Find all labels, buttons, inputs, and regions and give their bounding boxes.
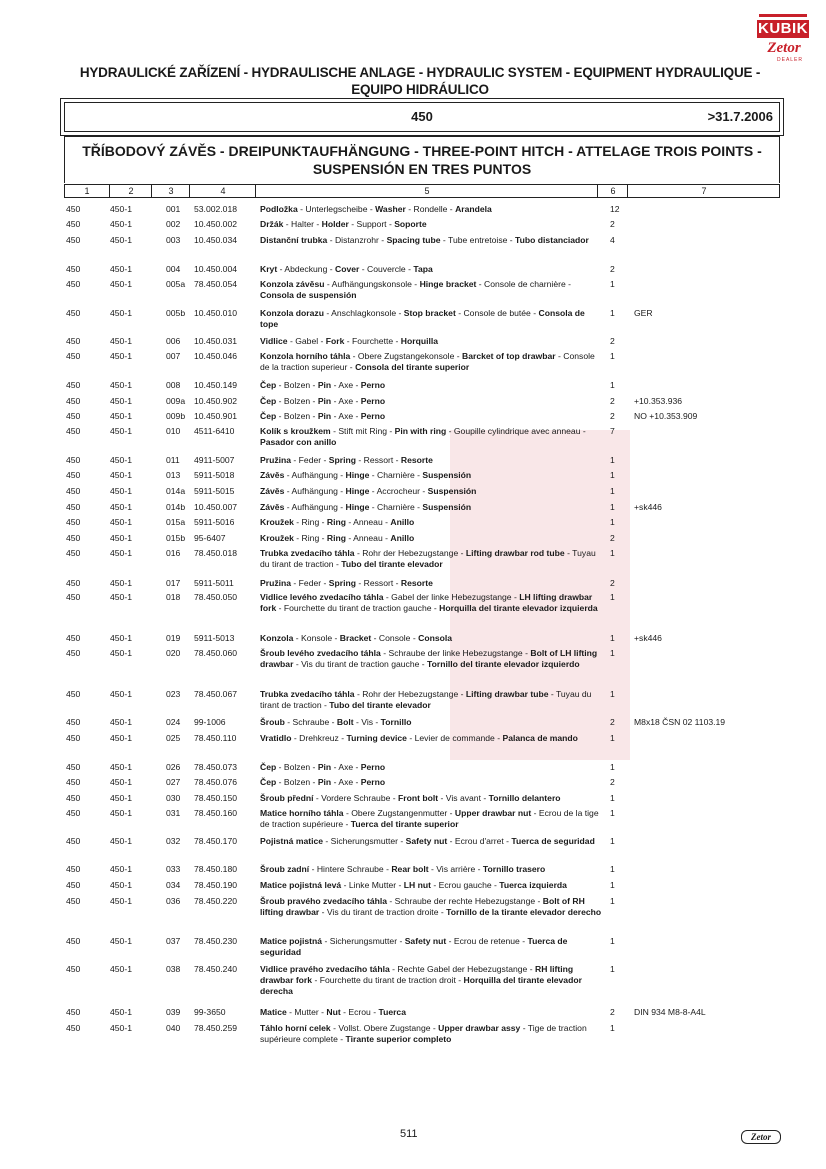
row-description: Vidlice levého zvedacího táhla - Gabel der linke Hebezugstange - LH lifting drawbar fork - Fourchette du tirant de traction gauche - Horquilla del tirante elevador izquierda: [260, 592, 598, 614]
row-group: 450-1: [110, 762, 132, 772]
row-part-number: 10.450.002: [194, 219, 238, 229]
row-group: 450-1: [110, 880, 132, 890]
row-part-number: 78.450.220: [194, 896, 238, 906]
row-part-number: 10.450.149: [194, 380, 238, 390]
row-description: Matice pojistná - Sicherungsmutter - Safety nut - Ecrou de retenue - Tuerca de seguridad: [260, 936, 568, 958]
row-model: 450: [66, 633, 81, 643]
row-model: 450: [66, 396, 81, 406]
row-model: 450: [66, 836, 81, 846]
row-description: Pružina - Feder - Spring - Ressort - Resorte: [260, 455, 433, 465]
row-position: 025: [166, 733, 181, 743]
row-model: 450: [66, 235, 81, 245]
row-position: 004: [166, 264, 181, 274]
row-note: GER: [634, 308, 653, 318]
column-header: 6: [597, 185, 628, 197]
row-description: Konzola horního táhla - Obere Zugstangekonsole - Barcket of top drawbar - Console de la traction superieur - Consola del tirante superior: [260, 351, 595, 373]
row-description: Čep - Bolzen - Pin - Axe - Perno: [260, 762, 386, 772]
row-note: +sk446: [634, 502, 662, 512]
row-group: 450-1: [110, 777, 132, 787]
row-quantity: 2: [610, 1007, 615, 1017]
row-description: Šroub levého zvedacího táhla - Schraube der linke Hebezugstange - Bolt of LH lifting drawbar - Vis du tirant de traction gauche - Tornillo del tirante elevador izquierdo: [260, 648, 598, 670]
row-note: +sk446: [634, 633, 662, 643]
row-group: 450-1: [110, 578, 132, 588]
row-model: 450: [66, 964, 81, 974]
row-quantity: 1: [610, 548, 615, 558]
row-position: 014b: [166, 502, 186, 512]
row-group: 450-1: [110, 351, 132, 361]
row-quantity: 2: [610, 717, 615, 727]
row-part-number: 95-6407: [194, 533, 226, 543]
row-quantity: 1: [610, 936, 615, 946]
row-quantity: 1: [610, 836, 615, 846]
row-description: Distanční trubka - Distanzrohr - Spacing tube - Tube entretoise - Tubo distanciador: [260, 235, 589, 245]
row-part-number: 78.450.050: [194, 592, 238, 602]
row-group: 450-1: [110, 896, 132, 906]
row-part-number: 10.450.031: [194, 336, 238, 346]
row-group: 450-1: [110, 964, 132, 974]
row-description: Matice - Mutter - Nut - Ecrou - Tuerca: [260, 1007, 406, 1017]
row-quantity: 1: [610, 592, 615, 602]
row-part-number: 5911-5018: [194, 470, 235, 480]
row-part-number: 78.450.259: [194, 1023, 238, 1033]
row-quantity: 1: [610, 279, 615, 289]
logo-kubik-text: KUBIK: [758, 20, 808, 37]
row-note: DIN 934 M8-8-A4L: [634, 1007, 706, 1017]
row-model: 450: [66, 1007, 81, 1017]
row-description: Matice horního táhla - Obere Zugstangenmutter - Upper drawbar nut - Ecrou de la tige de traction supérieure - Tuerca del tirante superior: [260, 808, 599, 830]
row-model: 450: [66, 793, 81, 803]
row-part-number: 78.450.110: [194, 733, 237, 743]
row-model: 450: [66, 592, 81, 602]
section-title: TŘÍBODOVÝ ZÁVĚS - DREIPUNKTAUFHÄNGUNG - THREE-POINT HITCH - ATTELAGE TROIS POINTS - SUSPENSIÓN EN TRES PUNTOS: [82, 143, 762, 177]
row-part-number: 5911-5016: [194, 517, 235, 527]
row-quantity: 1: [610, 808, 615, 818]
row-group: 450-1: [110, 793, 132, 803]
row-quantity: 1: [610, 880, 615, 890]
row-model: 450: [66, 455, 81, 465]
row-part-number: 78.450.076: [194, 777, 238, 787]
row-position: 011: [166, 455, 180, 465]
row-model: 450: [66, 762, 81, 772]
row-quantity: 7: [610, 426, 615, 436]
row-model: 450: [66, 219, 81, 229]
row-group: 450-1: [110, 455, 132, 465]
row-model: 450: [66, 470, 81, 480]
row-model: 450: [66, 533, 81, 543]
row-group: 450-1: [110, 864, 132, 874]
row-part-number: 10.450.004: [194, 264, 238, 274]
row-position: 005a: [166, 279, 186, 289]
row-group: 450-1: [110, 279, 132, 289]
row-quantity: 1: [610, 633, 615, 643]
row-model: 450: [66, 936, 81, 946]
row-position: 040: [166, 1023, 181, 1033]
row-position: 002: [166, 219, 181, 229]
row-position: 015b: [166, 533, 186, 543]
row-description: Trubka zvedacího táhla - Rohr der Hebezugstange - Lifting drawbar tube - Tuyau du tirant de traction - Tubo del tirante elevador: [260, 689, 592, 711]
row-model: 450: [66, 880, 81, 890]
row-group: 450-1: [110, 308, 132, 318]
row-part-number: 10.450.901: [194, 411, 238, 421]
row-model: 450: [66, 517, 81, 527]
row-position: 014a: [166, 486, 186, 496]
row-position: 019: [166, 633, 181, 643]
row-position: 032: [166, 836, 181, 846]
row-quantity: 2: [610, 578, 615, 588]
row-position: 010: [166, 426, 181, 436]
row-quantity: 1: [610, 351, 615, 361]
row-part-number: 78.450.180: [194, 864, 238, 874]
row-model: 450: [66, 308, 81, 318]
row-quantity: 1: [610, 964, 615, 974]
row-model: 450: [66, 279, 81, 289]
row-group: 450-1: [110, 380, 132, 390]
row-model: 450: [66, 1023, 81, 1033]
row-part-number: 78.450.240: [194, 964, 238, 974]
page-title: HYDRAULICKÉ ZAŘÍZENÍ - HYDRAULISCHE ANLAGE - HYDRAULIC SYSTEM - EQUIPMENT HYDRAULIQUE - EQUIPO HIDRÁULICO: [79, 65, 761, 97]
column-header: 5: [255, 185, 598, 197]
row-part-number: 5911-5011: [194, 578, 234, 588]
row-group: 450-1: [110, 470, 132, 480]
row-part-number: 78.450.230: [194, 936, 238, 946]
column-header: 4: [189, 185, 256, 197]
row-part-number: 78.450.150: [194, 793, 238, 803]
row-part-number: 78.450.190: [194, 880, 238, 890]
logo-zetor-text: Zetor: [767, 40, 801, 56]
row-quantity: 1: [610, 486, 615, 496]
row-part-number: 78.450.018: [194, 548, 238, 558]
row-part-number: 5911-5013: [194, 633, 235, 643]
row-part-number: 99-3650: [194, 1007, 226, 1017]
row-description: Vidlice pravého zvedacího táhla - Rechte Gabel der Hebezugstange - RH lifting drawbar fork - Fourchette du tirant de traction droit - Horquilla del tirante elevador derecha: [260, 964, 582, 997]
row-description: Držák - Halter - Holder - Support - Soporte: [260, 219, 427, 229]
row-description: Konzola dorazu - Anschlagkonsole - Stop bracket - Console de butée - Consola de tope: [260, 308, 585, 330]
row-position: 005b: [166, 308, 186, 318]
row-quantity: 2: [610, 264, 615, 274]
row-part-number: 78.450.054: [194, 279, 238, 289]
section-header: [64, 136, 780, 183]
row-description: Trubka zvedacího táhla - Rohr der Hebezugstange - Lifting drawbar rod tube - Tuyau du tirant de traction - Tubo del tirante elevador: [260, 548, 596, 570]
row-position: 023: [166, 689, 181, 699]
row-part-number: 4911-5007: [194, 455, 235, 465]
row-description: Kolík s kroužkem - Stift mit Ring - Pin with ring - Goupille cylindrique avec anneau - Pasador con anillo: [260, 426, 586, 448]
row-part-number: 10.450.007: [194, 502, 238, 512]
row-quantity: 1: [610, 648, 615, 658]
row-position: 027: [166, 777, 181, 787]
row-model: 450: [66, 777, 81, 787]
row-group: 450-1: [110, 592, 132, 602]
row-description: Čep - Bolzen - Pin - Axe - Perno: [260, 777, 386, 787]
row-group: 450-1: [110, 502, 132, 512]
row-description: Konzola - Konsole - Bracket - Console - Consola: [260, 633, 453, 643]
row-description: Šroub zadní - Hintere Schraube - Rear bolt - Vis arrière - Tornillo trasero: [260, 864, 546, 874]
row-quantity: 2: [610, 396, 615, 406]
row-model: 450: [66, 733, 81, 743]
column-header: 2: [109, 185, 152, 197]
row-position: 026: [166, 762, 181, 772]
row-quantity: 1: [610, 455, 615, 465]
model-header: [64, 102, 780, 132]
row-group: 450-1: [110, 936, 132, 946]
row-position: 034: [166, 880, 181, 890]
row-group: 450-1: [110, 836, 132, 846]
row-quantity: 4: [610, 235, 615, 245]
row-description: Kroužek - Ring - Ring - Anneau - Anillo: [260, 517, 415, 527]
row-quantity: 1: [610, 689, 615, 699]
row-model: 450: [66, 380, 81, 390]
row-description: Pružina - Feder - Spring - Ressort - Resorte: [260, 578, 433, 588]
column-header-row: [64, 184, 780, 198]
row-position: 016: [166, 548, 181, 558]
row-group: 450-1: [110, 204, 132, 214]
row-group: 450-1: [110, 219, 132, 229]
row-group: 450-1: [110, 1007, 132, 1017]
row-quantity: 2: [610, 219, 615, 229]
row-quantity: 1: [610, 733, 615, 743]
row-position: 006: [166, 336, 181, 346]
row-group: 450-1: [110, 264, 132, 274]
row-model: 450: [66, 204, 81, 214]
row-description: Šroub přední - Vordere Schraube - Front bolt - Vis avant - Tornillo delantero: [260, 793, 561, 803]
row-group: 450-1: [110, 426, 132, 436]
row-group: 450-1: [110, 336, 132, 346]
row-model: 450: [66, 264, 81, 274]
kubik-zetor-logo: [757, 14, 809, 66]
row-group: 450-1: [110, 1023, 132, 1033]
row-model: 450: [66, 486, 81, 496]
row-position: 039: [166, 1007, 181, 1017]
row-group: 450-1: [110, 633, 132, 643]
row-model: 450: [66, 808, 81, 818]
row-part-number: 10.450.902: [194, 396, 238, 406]
row-description: Vidlice - Gabel - Fork - Fourchette - Horquilla: [260, 336, 439, 346]
row-part-number: 78.450.060: [194, 648, 238, 658]
row-position: 009a: [166, 396, 186, 406]
model-date: >31.7.2006: [707, 109, 773, 124]
row-quantity: 1: [610, 380, 615, 390]
column-header: 3: [151, 185, 190, 197]
row-position: 013: [166, 470, 181, 480]
row-part-number: 78.450.160: [194, 808, 238, 818]
row-model: 450: [66, 648, 81, 658]
row-group: 450-1: [110, 689, 132, 699]
row-part-number: 5911-5015: [194, 486, 235, 496]
row-part-number: 78.450.170: [194, 836, 238, 846]
row-group: 450-1: [110, 235, 132, 245]
row-description: Závěs - Aufhängung - Hinge - Charnière - Suspensión: [260, 470, 472, 480]
zetor-footer-logo: Zetor: [741, 1130, 781, 1144]
row-model: 450: [66, 548, 81, 558]
row-description: Čep - Bolzen - Pin - Axe - Perno: [260, 396, 386, 406]
row-description: Závěs - Aufhängung - Hinge - Charnière - Suspensión: [260, 502, 472, 512]
row-part-number: 78.450.067: [194, 689, 238, 699]
page-number: 511: [400, 1128, 418, 1140]
row-position: 017: [166, 578, 181, 588]
column-header: 7: [627, 185, 780, 197]
row-quantity: 1: [610, 1023, 615, 1033]
row-description: Kryt - Abdeckung - Cover - Couvercle - Tapa: [260, 264, 433, 274]
row-description: Šroub pravého zvedacího táhla - Schraube der rechte Hebezugstange - Bolt of RH lifting drawbar - Vis du tirant de traction droite - Tornillo de la tirante elevador derecho: [260, 896, 602, 918]
column-header: 1: [84, 186, 90, 196]
row-position: 018: [166, 592, 181, 602]
row-position: 015a: [166, 517, 186, 527]
row-part-number: 78.450.073: [194, 762, 238, 772]
row-model: 450: [66, 426, 81, 436]
row-position: 009b: [166, 411, 186, 421]
row-group: 450-1: [110, 396, 132, 406]
row-note: NO +10.353.909: [634, 411, 698, 421]
row-note: +10.353.936: [634, 396, 683, 406]
row-model: 450: [66, 351, 81, 361]
row-description: Čep - Bolzen - Pin - Axe - Perno: [260, 380, 386, 390]
row-part-number: 53.002.018: [194, 204, 238, 214]
row-position: 008: [166, 380, 181, 390]
row-quantity: 12: [610, 204, 620, 214]
row-model: 450: [66, 502, 81, 512]
row-position: 020: [166, 648, 181, 658]
row-position: 030: [166, 793, 181, 803]
row-part-number: 99-1006: [194, 717, 226, 727]
row-quantity: 1: [610, 864, 615, 874]
logo-dealer-text: DEALER: [777, 57, 804, 63]
row-group: 450-1: [110, 548, 132, 558]
row-description: Kroužek - Ring - Ring - Anneau - Anillo: [260, 533, 415, 543]
row-model: 450: [66, 717, 81, 727]
row-position: 001: [166, 204, 181, 214]
row-part-number: 4511-6410: [194, 426, 235, 436]
row-model: 450: [66, 864, 81, 874]
row-quantity: 1: [610, 502, 615, 512]
row-position: 024: [166, 717, 181, 727]
row-quantity: 2: [610, 411, 615, 421]
row-position: 033: [166, 864, 181, 874]
row-part-number: 10.450.034: [194, 235, 238, 245]
row-model: 450: [66, 578, 81, 588]
row-model: 450: [66, 896, 81, 906]
row-position: 003: [166, 235, 181, 245]
row-description: Podložka - Unterlegscheibe - Washer - Rondelle - Arandela: [260, 204, 492, 214]
row-quantity: 2: [610, 336, 615, 346]
row-position: 037: [166, 936, 181, 946]
row-quantity: 2: [610, 533, 615, 543]
row-quantity: 1: [610, 308, 615, 318]
row-group: 450-1: [110, 533, 132, 543]
row-quantity: 1: [610, 793, 615, 803]
row-description: Matice pojistná levá - Linke Mutter - LH nut - Ecrou gauche - Tuerca izquierda: [260, 880, 567, 890]
row-quantity: 1: [610, 896, 615, 906]
row-group: 450-1: [110, 648, 132, 658]
row-position: 036: [166, 896, 181, 906]
row-model: 450: [66, 411, 81, 421]
row-description: Táhlo horní celek - Vollst. Obere Zugstange - Upper drawbar assy - Tige de traction supérieure complete - Tirante superior completo: [260, 1023, 587, 1045]
row-position: 007: [166, 351, 181, 361]
model-code: 450: [411, 109, 433, 124]
row-description: Šroub - Schraube - Bolt - Vis - Tornillo: [260, 717, 412, 727]
row-group: 450-1: [110, 717, 132, 727]
row-group: 450-1: [110, 486, 132, 496]
row-note: M8x18 ČSN 02 1103.19: [634, 717, 726, 727]
row-model: 450: [66, 336, 81, 346]
row-description: Čep - Bolzen - Pin - Axe - Perno: [260, 411, 386, 421]
row-quantity: 2: [610, 777, 615, 787]
row-description: Závěs - Aufhängung - Hinge - Accrocheur - Suspensión: [260, 486, 477, 496]
row-group: 450-1: [110, 733, 132, 743]
row-quantity: 1: [610, 517, 615, 527]
row-group: 450-1: [110, 808, 132, 818]
row-group: 450-1: [110, 411, 132, 421]
row-description: Konzola závěsu - Aufhängungskonsole - Hinge bracket - Console de charnière - Consola de suspensión: [260, 279, 571, 301]
row-part-number: 10.450.046: [194, 351, 238, 361]
row-quantity: 1: [610, 762, 615, 772]
row-part-number: 10.450.010: [194, 308, 238, 318]
row-quantity: 1: [610, 470, 615, 480]
row-description: Vratidlo - Drehkreuz - Turning device - Levier de commande - Palanca de mando: [260, 733, 578, 743]
row-group: 450-1: [110, 517, 132, 527]
row-description: Pojistná matice - Sicherungsmutter - Safety nut - Ecrou d'arret - Tuerca de seguridad: [260, 836, 595, 846]
row-position: 031: [166, 808, 181, 818]
row-model: 450: [66, 689, 81, 699]
row-position: 038: [166, 964, 181, 974]
